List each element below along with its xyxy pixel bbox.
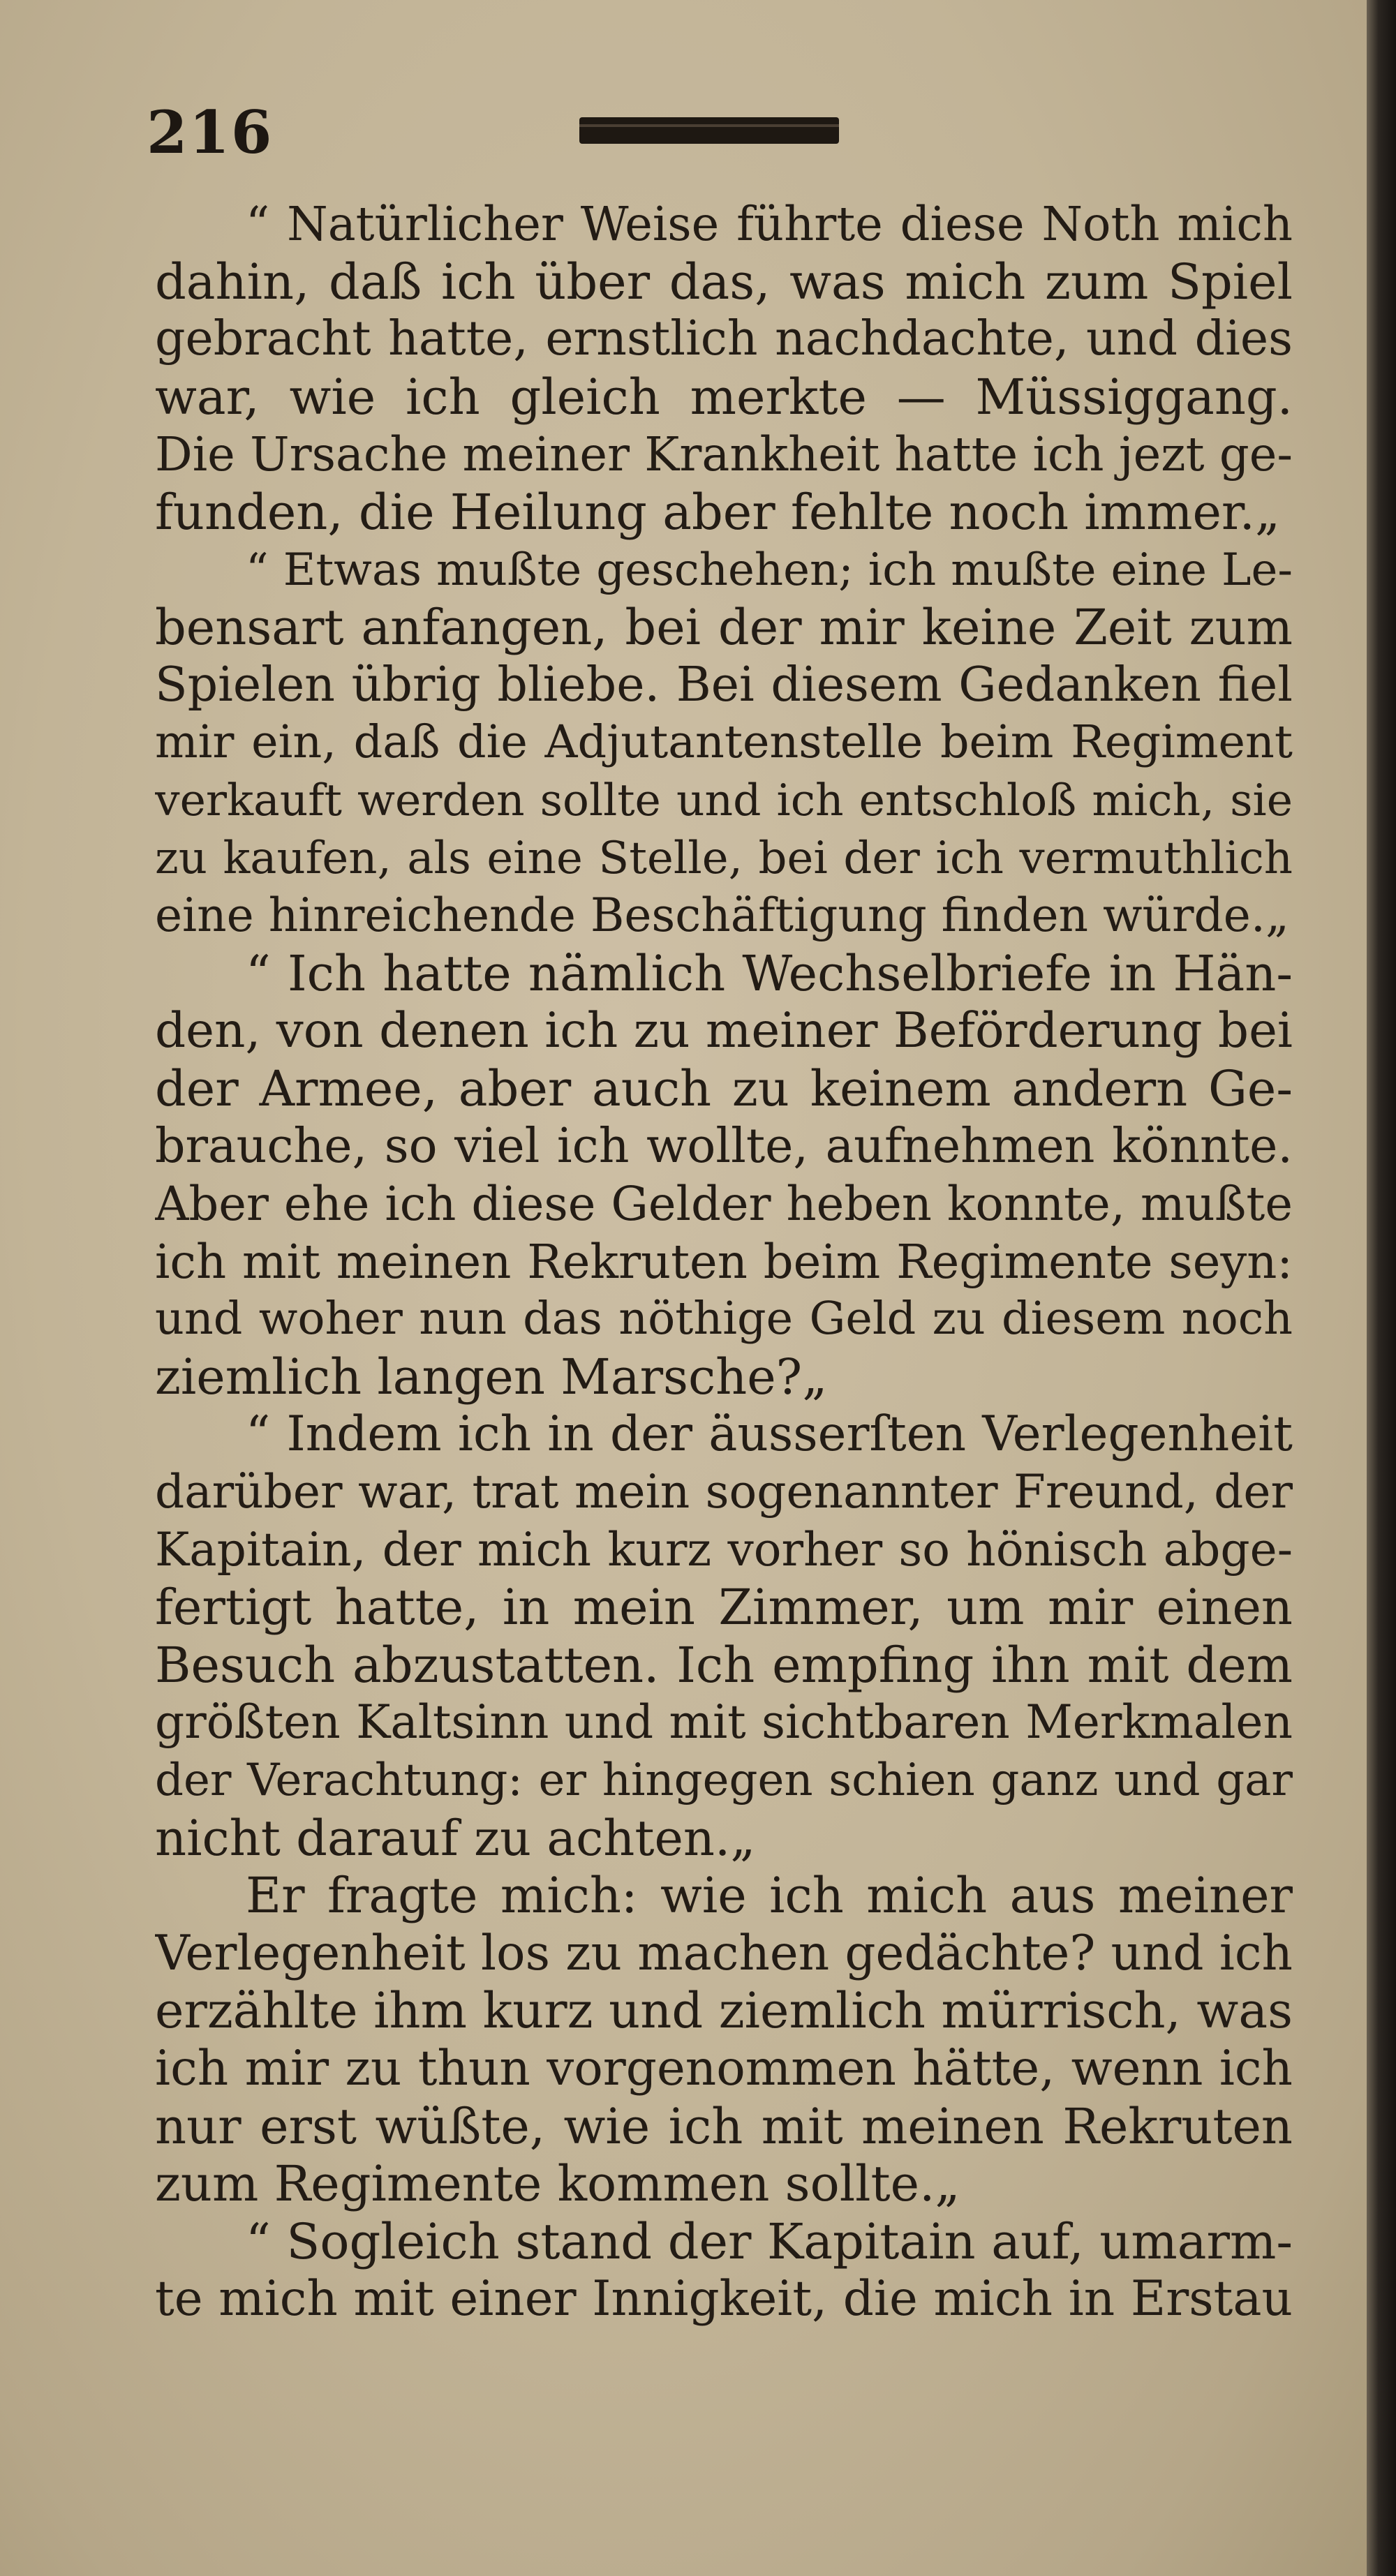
text-line: Kapitain, der mich kurz vorher so hönisch abge-: [155, 1522, 1293, 1577]
text-line: ziemlich langen Marsche?„: [155, 1348, 828, 1406]
text-line: größten Kaltsinn und mit sichtbaren Merkmalen: [155, 1695, 1293, 1750]
text-line: nur erst wüßte, wie ich mit meinen Rekruten: [155, 2097, 1293, 2155]
text-line: eine hinreichende Beschäftigung finden würde.„: [155, 888, 1290, 943]
page-header: [147, 91, 845, 174]
text-line: der Armee, aber auch zu keinem andern Ge-: [155, 1059, 1293, 1117]
text-line: ich mit meinen Rekruten beim Regimente seyn:: [155, 1234, 1293, 1289]
page-gutter-edge: [1367, 0, 1396, 2576]
text-line: funden, die Heilung aber fehlte noch immer.„: [155, 483, 1281, 541]
text-line: war, wie ich gleich merkte — Müssiggang.: [155, 368, 1293, 426]
text-line: ich mir zu thun vorgenommen hätte, wenn ich: [155, 2041, 1293, 2097]
text-line: Aber ehe ich diese Gelder heben konnte, mußte: [155, 1177, 1293, 1232]
text-line: verkauft werden sollte und ich entschloß mich, sie: [155, 774, 1293, 826]
text-line: erzählte ihm kurz und ziemlich mürrisch, was: [155, 1982, 1293, 2040]
text-line: Besuch abzustatten. Ich empfing ihn mit dem: [155, 1636, 1293, 1694]
text-line: “ Natürlicher Weise führte diese Noth mich: [246, 197, 1293, 251]
text-line: mir ein, daß die Adjutantenstelle beim Regiment: [155, 716, 1293, 769]
page-number: 216: [147, 98, 274, 167]
text-line: dahin, daß ich über das, was mich zum Spiel: [155, 253, 1293, 311]
text-line: brauche, so viel ich wollte, aufnehmen könnte.: [155, 1118, 1293, 1174]
page-body-text: [155, 195, 1293, 2328]
text-line: darüber war, trat mein sogenannter Freund, der: [155, 1465, 1293, 1519]
text-line: “ Etwas mußte geschehen; ich mußte eine Le-: [246, 544, 1293, 596]
text-line: Die Ursache meiner Krankheit hatte ich jezt ge-: [155, 427, 1293, 482]
text-line: “ Sogleich stand der Kapitain auf, umarm-: [246, 2212, 1293, 2270]
text-line: “ Indem ich in der äusserſten Verlegenheit: [246, 1406, 1293, 1463]
text-line: Verlegenheit los zu machen gedächte? und ich: [155, 1925, 1293, 1981]
text-line: Er fragte mich: wie ich mich aus meiner: [246, 1867, 1293, 1925]
text-line: der Verachtung: er hingegen schien ganz und gar: [155, 1755, 1293, 1807]
header-ornament-rule: [579, 117, 839, 144]
text-line: den, von denen ich zu meiner Beförderung bei: [155, 1003, 1293, 1059]
text-line: gebracht hatte, ernstlich nachdachte, und dies: [155, 311, 1293, 367]
text-line: te mich mit einer Innigkeit, die mich in Erstau: [155, 2271, 1293, 2328]
text-line: “ Ich hatte nämlich Wechselbriefe in Hän-: [246, 944, 1293, 1002]
text-line: Spielen übrig bliebe. Bei diesem Gedanken fiel: [155, 657, 1293, 713]
text-line: zu kaufen, als eine Stelle, bei der ich vermuthlich: [155, 832, 1293, 884]
text-line: bensart anfangen, bei der mir keine Zeit zum: [155, 599, 1293, 657]
text-line: fertigt hatte, in mein Zimmer, um mir einen: [155, 1579, 1293, 1637]
text-line: nicht darauf zu achten.„: [155, 1809, 756, 1867]
text-line: und woher nun das nöthige Geld zu diesem noch: [155, 1293, 1293, 1346]
text-line: zum Regimente kommen sollte.„: [155, 2155, 960, 2213]
